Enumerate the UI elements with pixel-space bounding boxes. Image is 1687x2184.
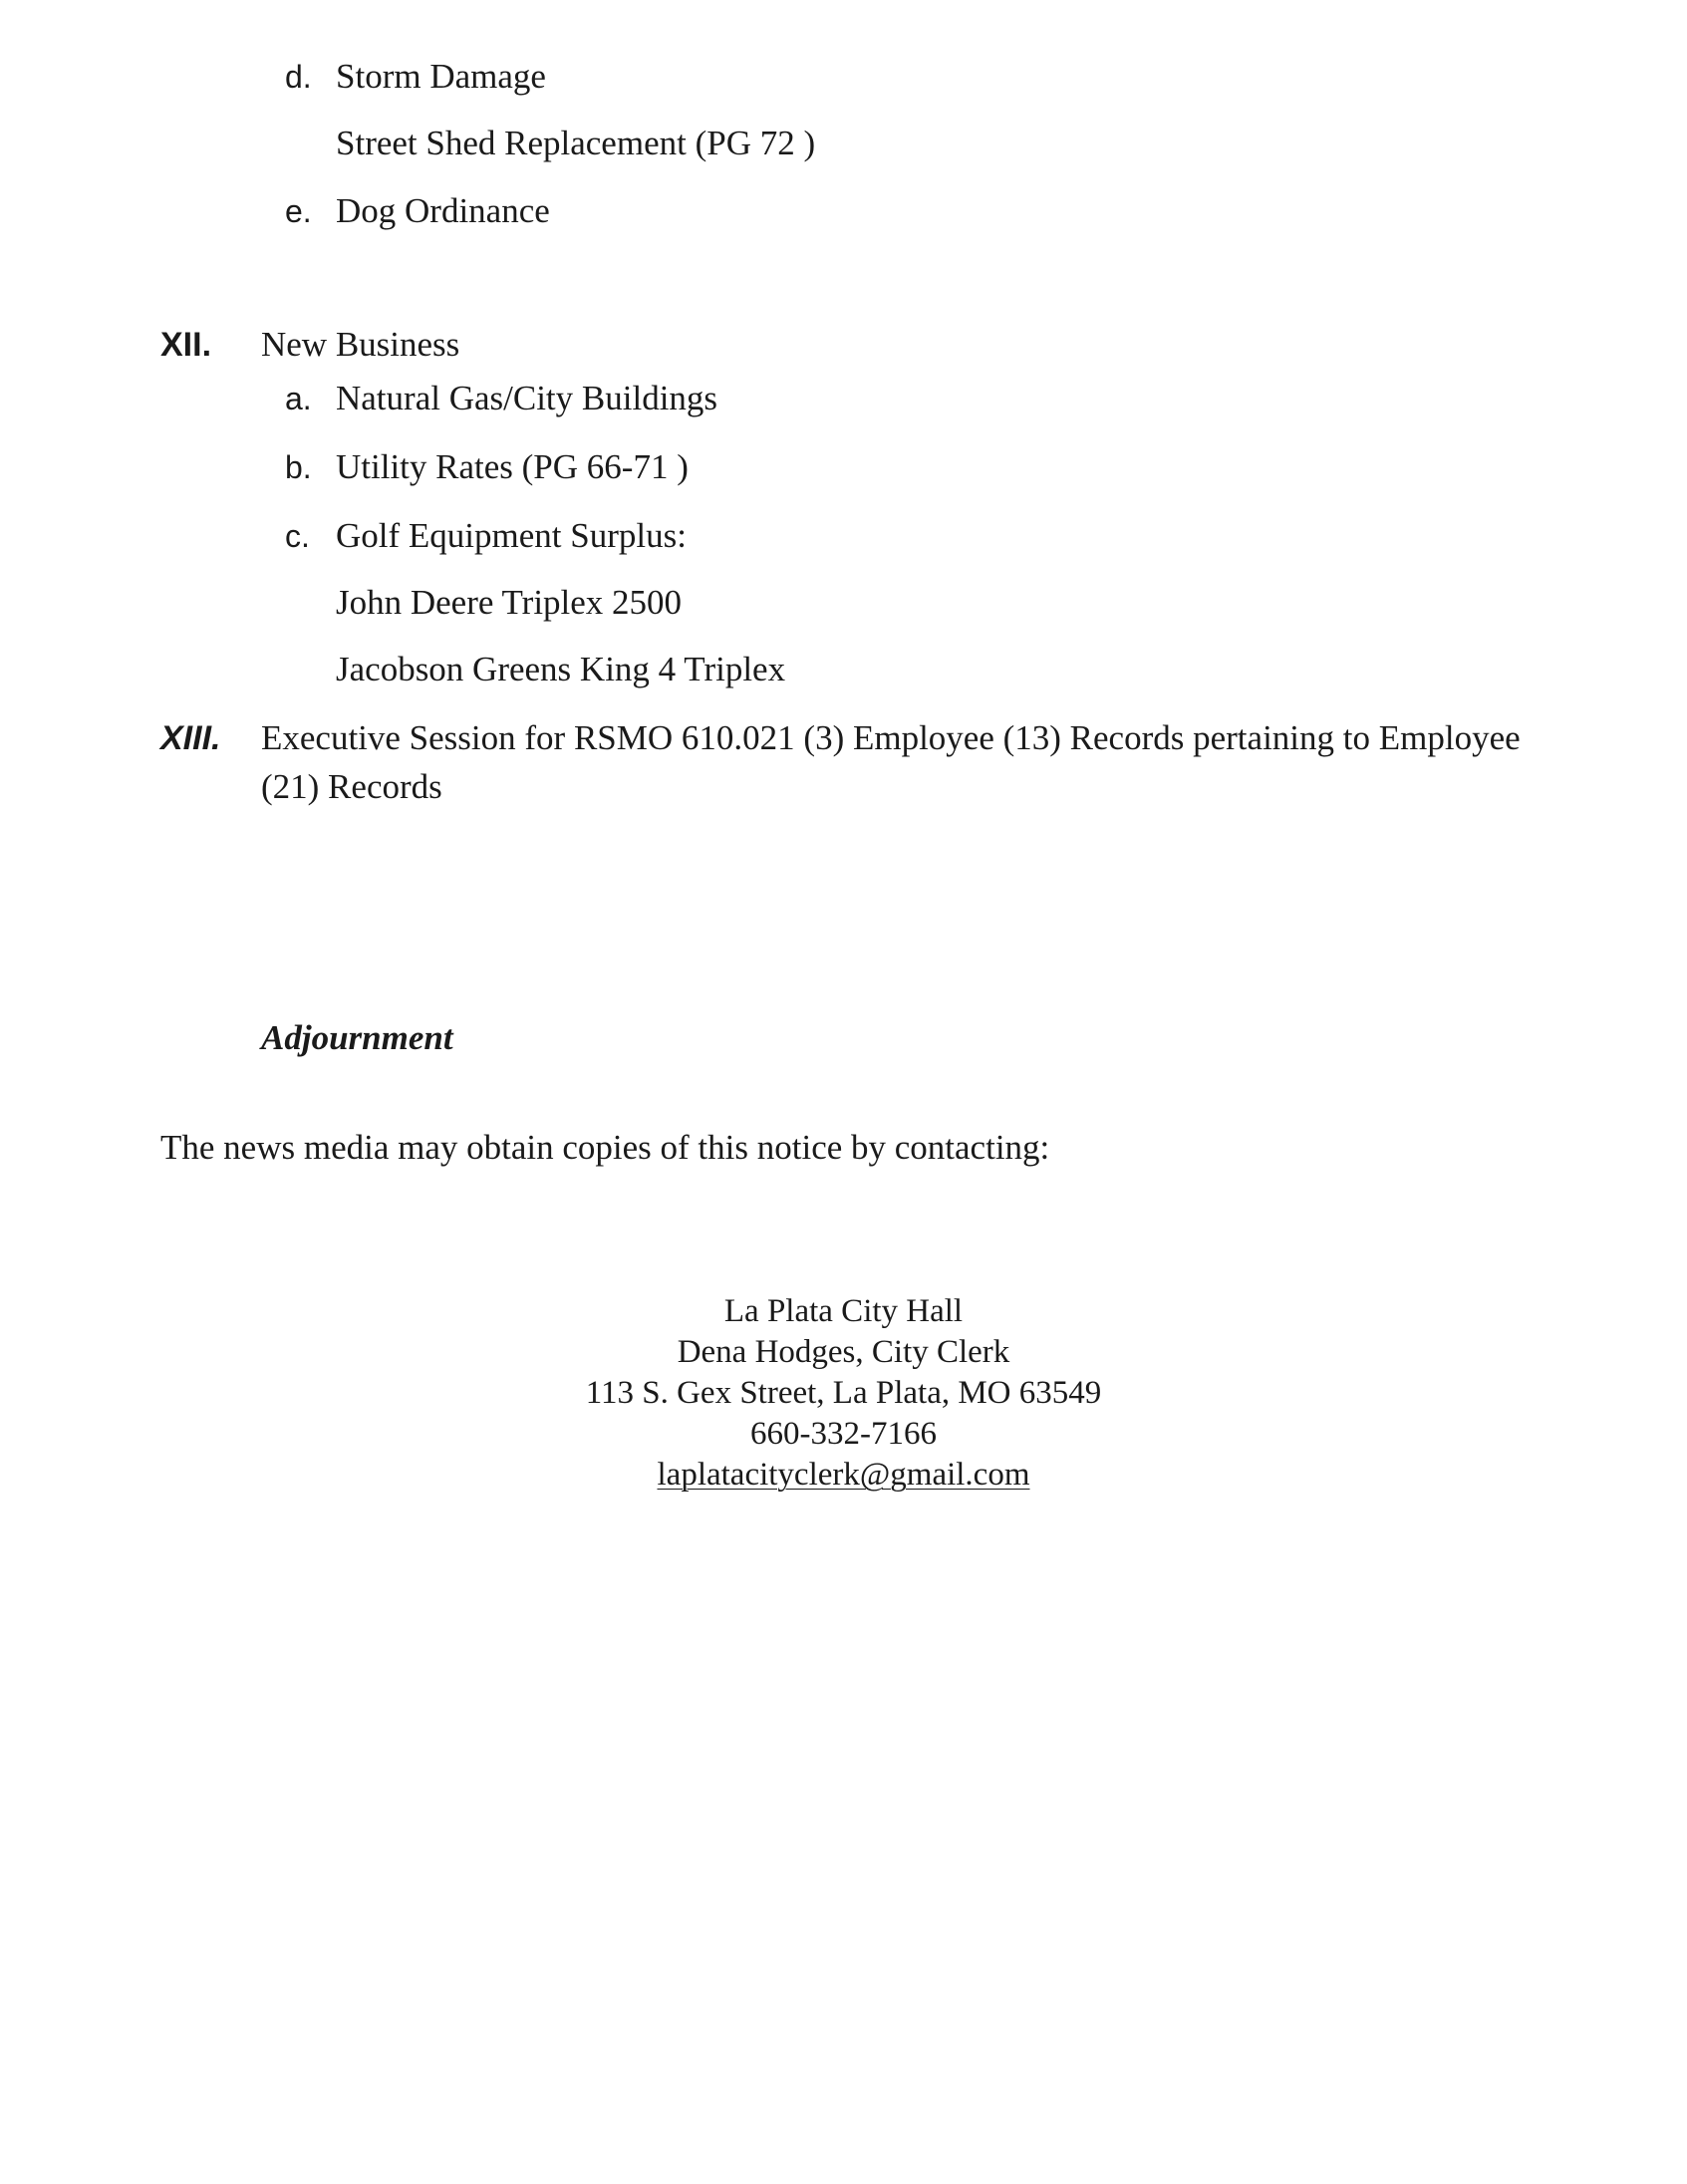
- section-heading-new-business: New Business: [261, 325, 460, 364]
- subitem-john-deere: John Deere Triplex 2500: [336, 583, 683, 622]
- item-natural-gas: Natural Gas/City Buildings: [336, 379, 718, 417]
- media-notice: The news media may obtain copies of this notice by contacting:: [160, 1128, 1050, 1167]
- item-dog-ordinance: Dog Ordinance: [336, 191, 550, 230]
- executive-session-line2: (21) Records: [261, 767, 442, 806]
- item-marker-e: e.: [285, 193, 312, 229]
- item-golf-equipment-surplus: Golf Equipment Surplus:: [336, 516, 687, 555]
- item-utility-rates: Utility Rates (PG 66-71 ): [336, 447, 689, 486]
- contact-office: La Plata City Hall: [723, 1293, 964, 1329]
- adjournment-heading: Adjournment: [261, 1018, 453, 1057]
- item-street-shed-replacement: Street Shed Replacement (PG 72 ): [336, 124, 816, 162]
- item-marker-d: d.: [285, 59, 312, 95]
- item-marker-a: a.: [285, 381, 312, 416]
- section-numeral-xiii: XIII.: [160, 719, 221, 757]
- executive-session-line1: Executive Session for RSMO 610.021 (3) Employee (13) Records pertaining to Employee: [261, 718, 1521, 757]
- contact-address: 113 S. Gex Street, La Plata, MO 63549: [585, 1375, 1102, 1411]
- item-storm-damage: Storm Damage: [336, 57, 546, 96]
- item-marker-b: b.: [285, 449, 312, 485]
- item-marker-c: c.: [285, 518, 310, 554]
- contact-clerk: Dena Hodges, City Clerk: [677, 1334, 1010, 1370]
- section-numeral-xii: XII.: [160, 326, 212, 364]
- subitem-jacobson: Jacobson Greens King 4 Triplex: [336, 650, 786, 688]
- contact-email-row: [0, 1455, 1687, 1496]
- contact-email-link[interactable]: laplatacityclerk@gmail.com: [657, 1457, 1030, 1493]
- contact-phone: 660-332-7166: [750, 1416, 937, 1452]
